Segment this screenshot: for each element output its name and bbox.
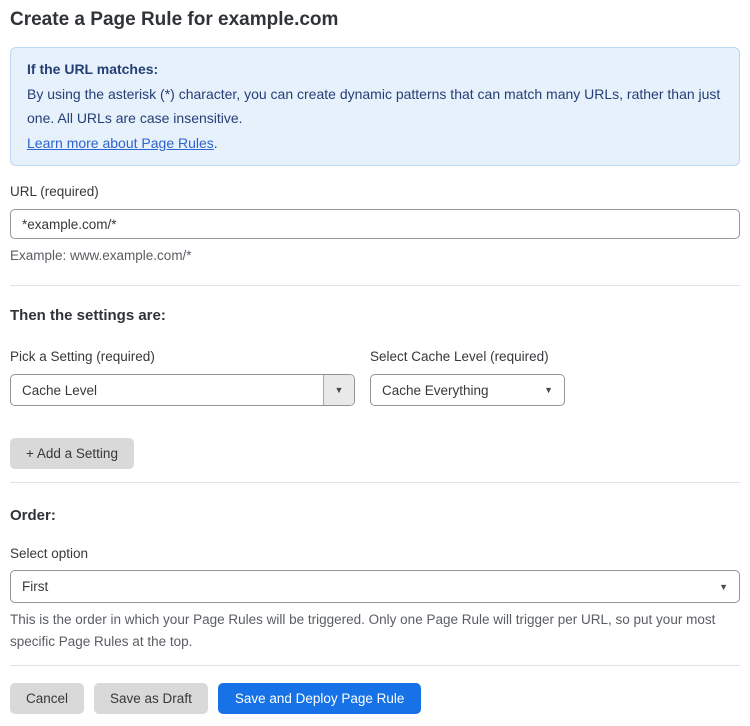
- info-box-link-line: [27, 131, 723, 156]
- chevron-down-glyph: ▼: [334, 385, 344, 395]
- cancel-button[interactable]: Cancel: [10, 683, 84, 714]
- settings-section-heading: Then the settings are:: [10, 307, 166, 324]
- page-title: Create a Page Rule for example.com: [10, 9, 339, 30]
- cache-level-select-value: Cache Everything: [382, 382, 489, 398]
- chevron-down-icon: ▼: [719, 581, 728, 592]
- order-select-label: Select option: [10, 546, 89, 561]
- order-select-value: First: [22, 579, 49, 594]
- order-helper-text: This is the order in which your Page Rules will be triggered. Only one Page Rule will trigger per URL, so put your most specific Page Rules at the top.: [10, 612, 716, 649]
- order-select[interactable]: [10, 570, 740, 603]
- cache-level-column: [370, 348, 565, 406]
- divider: [10, 482, 740, 483]
- pick-setting-label: Pick a Setting (required): [10, 349, 155, 364]
- cache-level-select[interactable]: [370, 374, 565, 406]
- divider: [10, 665, 740, 666]
- url-field-label: URL (required): [10, 184, 99, 199]
- save-as-draft-button[interactable]: Save as Draft: [94, 683, 208, 714]
- info-link-suffix: .: [213, 134, 218, 151]
- url-match-info-box: [10, 47, 740, 166]
- divider: [10, 285, 740, 286]
- footer-button-bar: [10, 683, 740, 714]
- learn-more-page-rules-link[interactable]: Learn more about Page Rules: [27, 134, 214, 151]
- pick-setting-select[interactable]: [10, 374, 355, 406]
- chevron-down-icon: [323, 375, 354, 405]
- info-box-heading: If the URL matches:: [27, 61, 159, 77]
- settings-row: [10, 348, 740, 406]
- chevron-down-icon: ▼: [544, 385, 553, 395]
- select-cache-level-label: Select Cache Level (required): [370, 349, 549, 364]
- setting-column: [10, 348, 355, 406]
- url-example-helper: Example: www.example.com/*: [10, 248, 192, 263]
- info-box-body: By using the asterisk (*) character, you can create dynamic patterns that can match many URLs, rather than just one. All URLs are case insensitive.: [27, 85, 721, 126]
- url-input[interactable]: [10, 209, 740, 239]
- add-setting-button[interactable]: + Add a Setting: [10, 438, 134, 469]
- pick-setting-select-value: Cache Level: [22, 382, 98, 398]
- save-and-deploy-button[interactable]: Save and Deploy Page Rule: [218, 683, 422, 714]
- order-section-heading: Order:: [10, 507, 56, 524]
